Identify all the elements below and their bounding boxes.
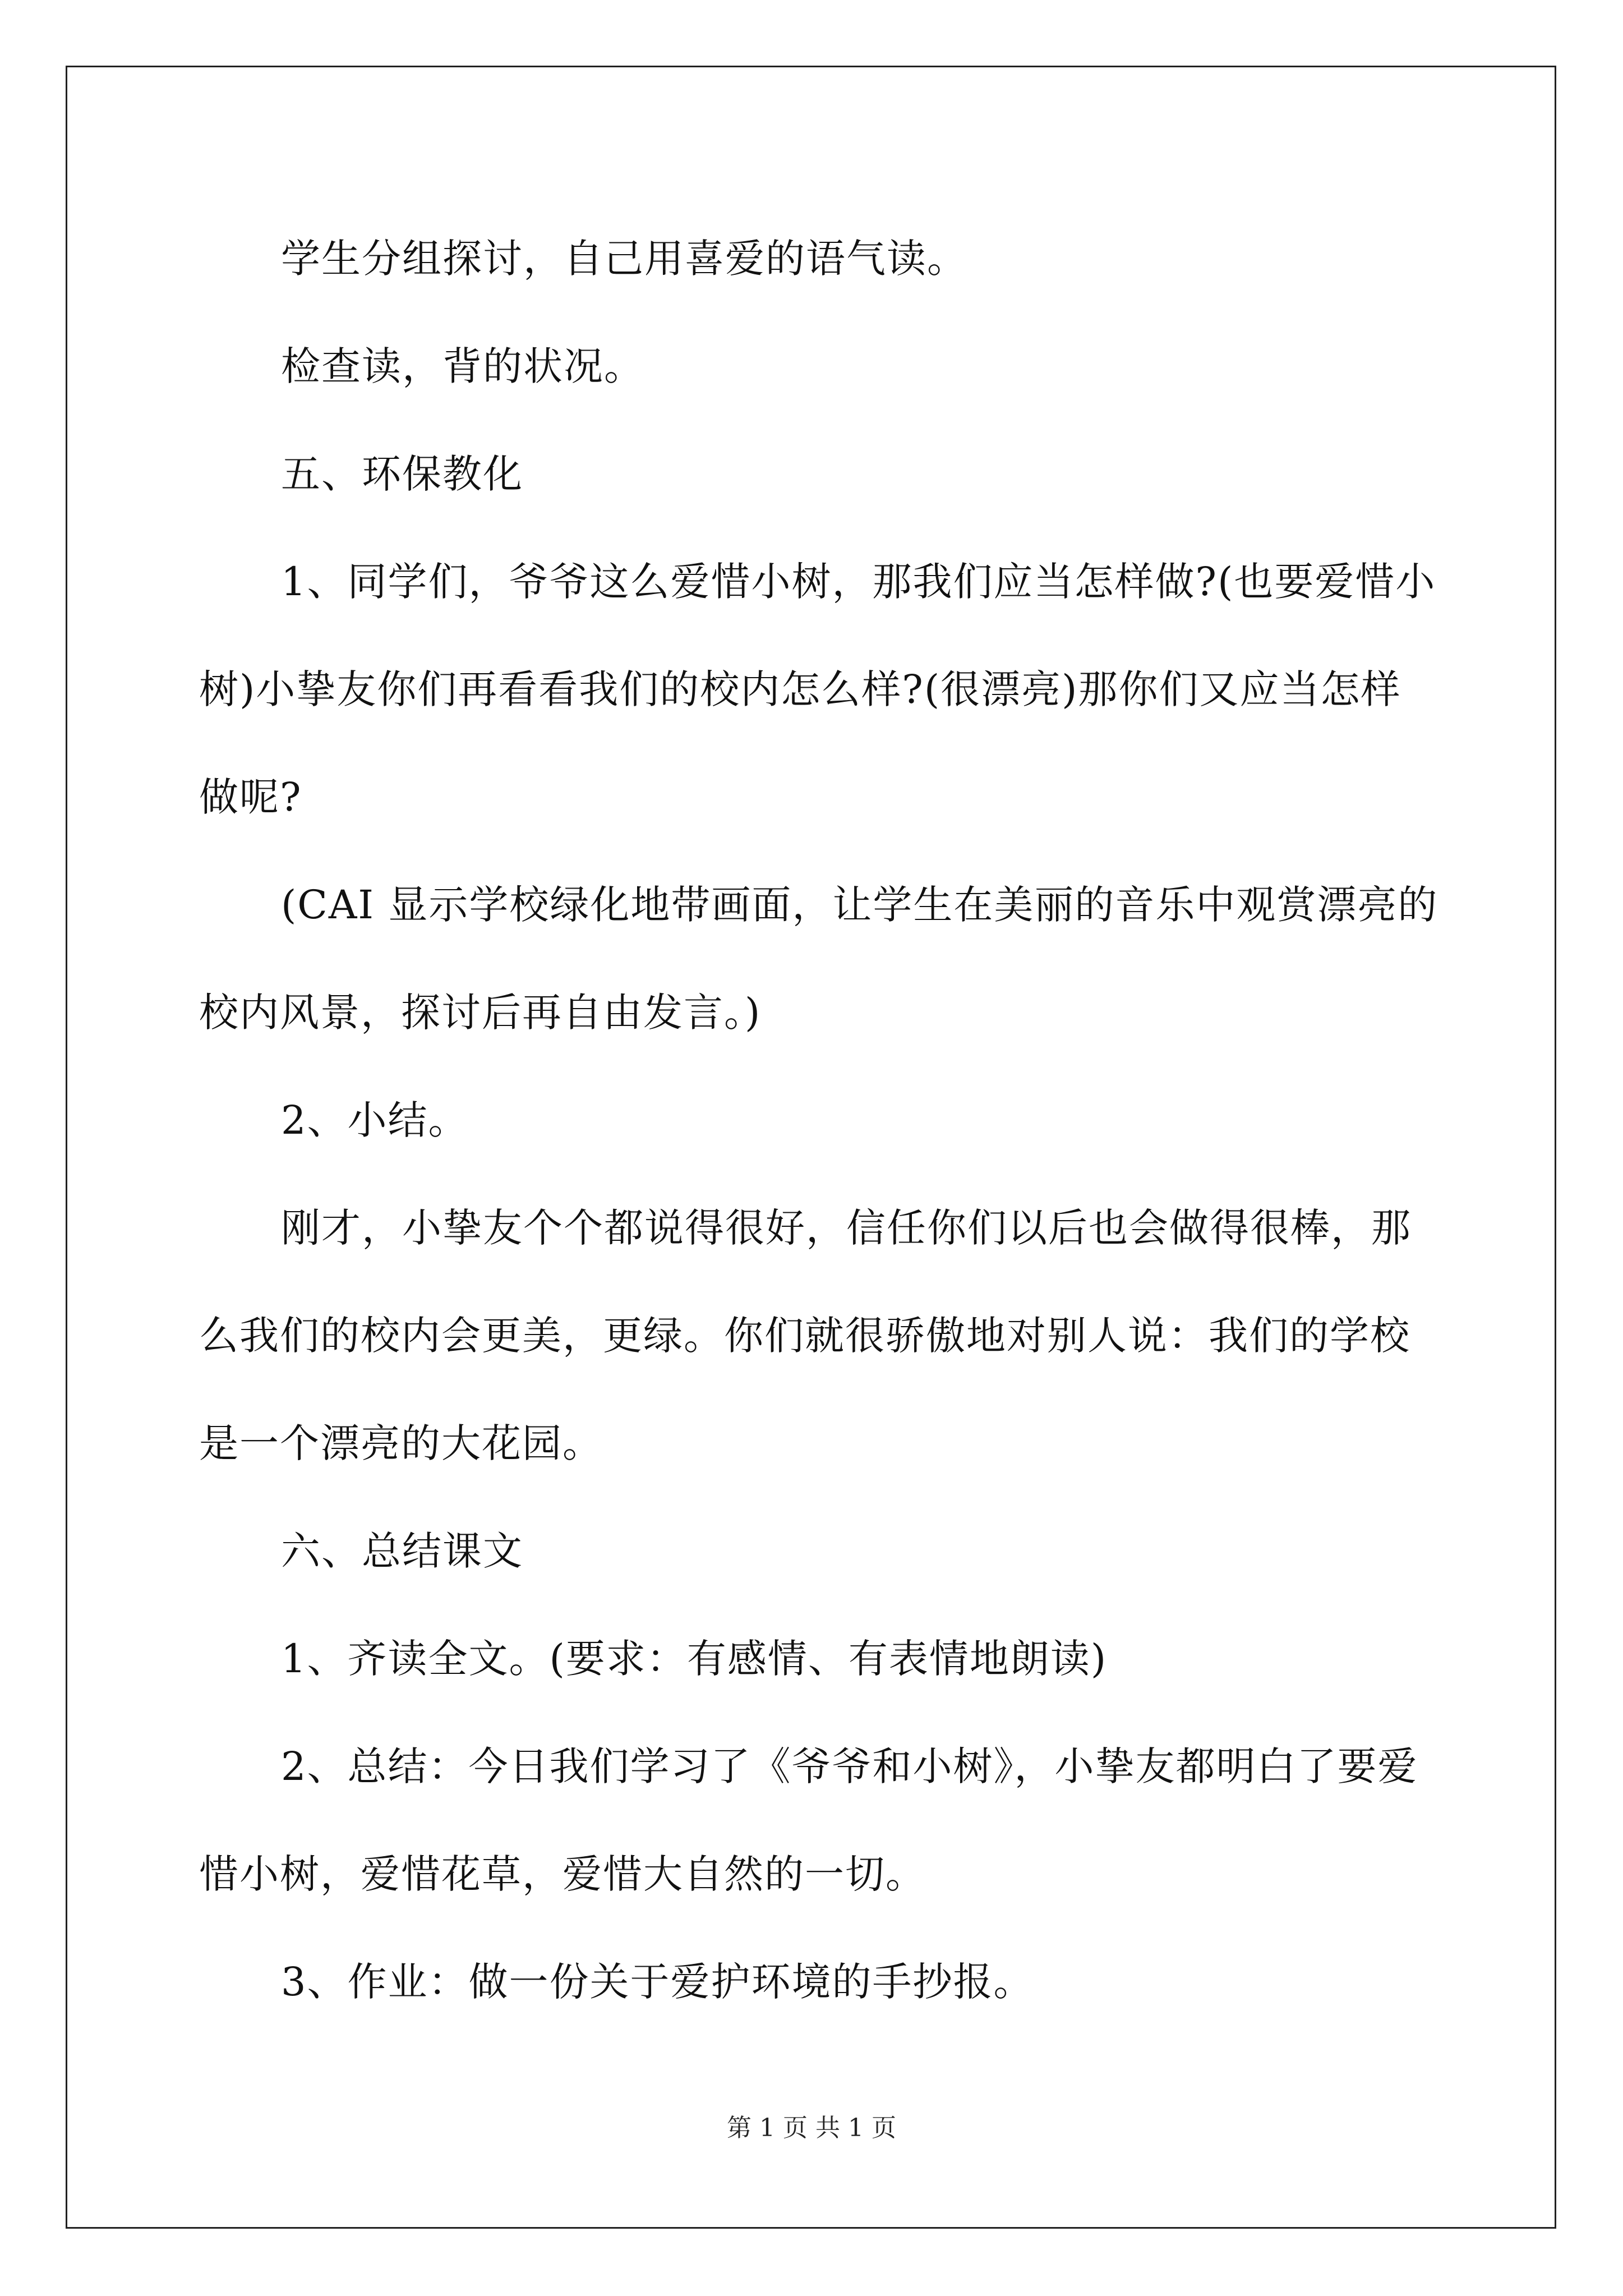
paragraph-line: 惜小树，爱惜花草，爱惜大自然的一切。 [199,1851,926,1897]
section-heading: 五、环保教化 [281,451,523,497]
paragraph-line: 2、小结。 [281,1097,469,1143]
paragraph-line: 3、作业：做一份关于爱护环境的手抄报。 [281,1959,1034,2005]
paragraph-line: 检查读，背的状况。 [281,343,644,389]
paragraph-line: 校内风景，探讨后再自由发言。) [199,990,762,1036]
paragraph-line: 学生分组探讨，自己用喜爱的语气读。 [281,236,967,282]
paragraph-line: 是一个漂亮的大花园。 [199,1420,603,1466]
section-heading: 六、总结课文 [281,1528,523,1574]
paragraph-line: 1、齐读全文。(要求：有感情、有表情地朗读) [281,1636,1108,1682]
paragraph-line: 么我们的校内会更美，更绿。你们就很骄傲地对别人说：我们的学校 [199,1313,1410,1359]
paragraph-line: 做呢? [199,774,302,820]
paragraph-line: 树)小挚友你们再看看我们的校内怎么样?(很漂亮)那你们又应当怎样 [199,666,1401,712]
paragraph-line: 刚才，小挚友个个都说得很好，信任你们以后也会做得很棒，那 [281,1205,1412,1251]
paragraph-line: 2、总结：今日我们学习了《爷爷和小树》，小挚友都明白了要爱 [281,1743,1418,1789]
paragraph-line: 1、同学们，爷爷这么爱惜小树，那我们应当怎样做?(也要爱惜小 [281,559,1436,605]
paragraph-line: (CAI 显示学校绿化地带画面，让学生在美丽的音乐中观赏漂亮的 [281,882,1438,928]
page-footer: 第 1 页 共 1 页 [727,2114,896,2142]
